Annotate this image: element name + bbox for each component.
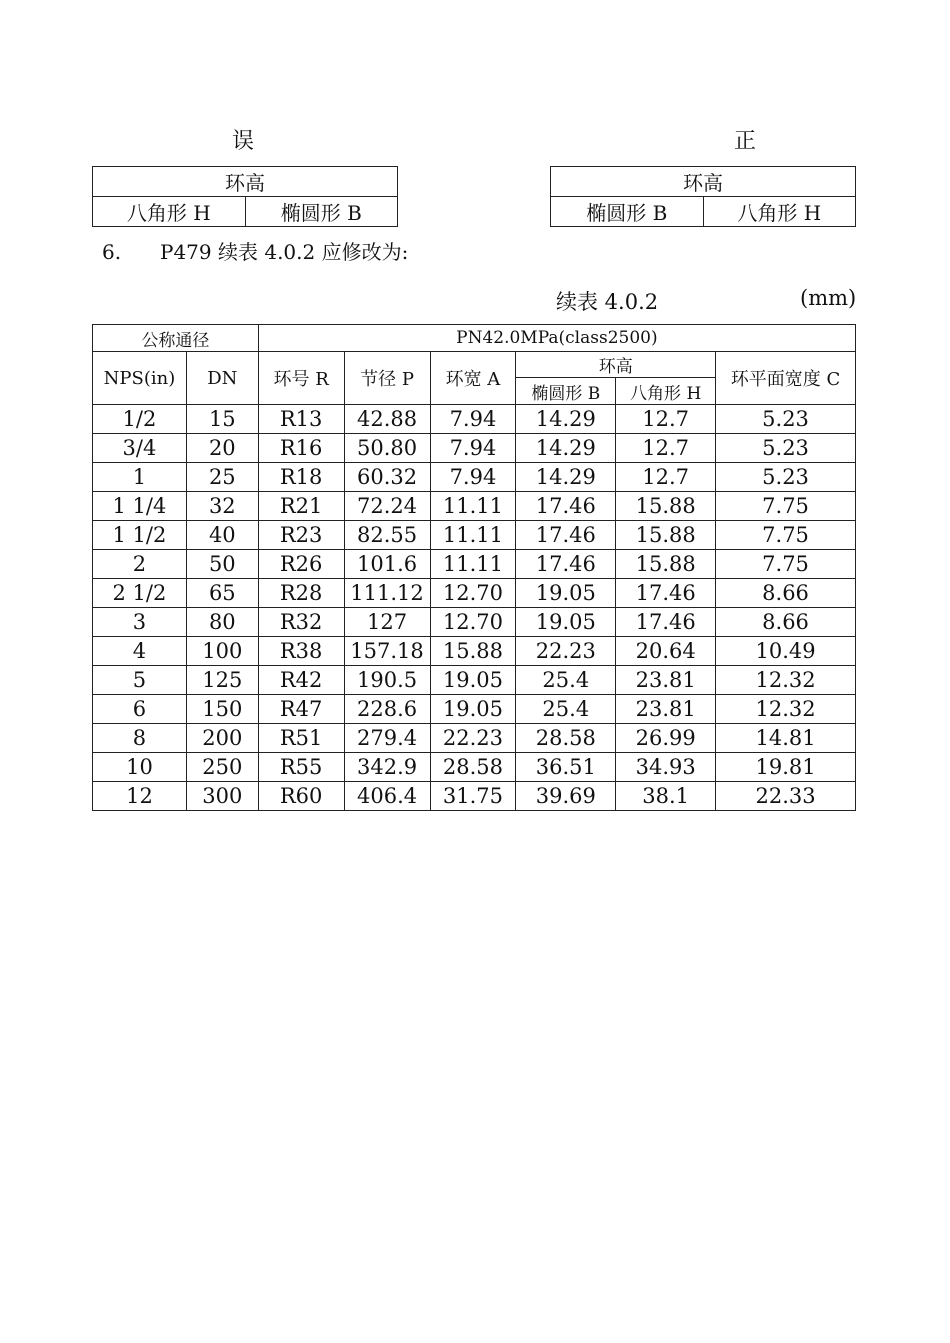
cell-pitch: 279.4 xyxy=(344,724,430,753)
cell-octagonal: 17.46 xyxy=(616,608,716,637)
table-row xyxy=(93,695,856,724)
cell-pitch: 60.32 xyxy=(344,463,430,492)
cell-ring-no: R21 xyxy=(258,492,344,521)
table-row xyxy=(93,579,856,608)
cell-octagonal: 26.99 xyxy=(616,724,716,753)
cell-flat-width: 5.23 xyxy=(716,405,856,434)
right-table xyxy=(550,166,856,227)
cell-flat-width: 5.23 xyxy=(716,463,856,492)
cell-flat-width: 19.81 xyxy=(716,753,856,782)
cell-oval: 22.23 xyxy=(516,637,616,666)
table-row xyxy=(93,666,856,695)
cell-oval: 25.4 xyxy=(516,695,616,724)
cell-dn: 200 xyxy=(186,724,258,753)
cell-oval: 14.29 xyxy=(516,463,616,492)
table-row xyxy=(93,463,856,492)
wrong-table-header: 环高 xyxy=(93,167,398,197)
cell-flat-width: 7.75 xyxy=(716,521,856,550)
cell-pitch: 406.4 xyxy=(344,782,430,811)
cell-octagonal: 34.93 xyxy=(616,753,716,782)
cell-ring-width: 11.11 xyxy=(430,521,516,550)
cell-nps: 2 1/2 xyxy=(93,579,187,608)
cell-dn: 250 xyxy=(186,753,258,782)
cell-octagonal: 12.7 xyxy=(616,463,716,492)
cell-octagonal: 20.64 xyxy=(616,637,716,666)
header-pressure: PN42.0MPa(class2500) xyxy=(258,325,855,352)
header-nominal: 公称通径 xyxy=(93,325,259,352)
cell-pitch: 190.5 xyxy=(344,666,430,695)
cell-ring-no: R42 xyxy=(258,666,344,695)
cell-nps: 1 1/4 xyxy=(93,492,187,521)
cell-ring-width: 31.75 xyxy=(430,782,516,811)
cell-ring-width: 15.88 xyxy=(430,637,516,666)
cell-flat-width: 12.32 xyxy=(716,666,856,695)
cell-flat-width: 14.81 xyxy=(716,724,856,753)
cell-octagonal: 15.88 xyxy=(616,521,716,550)
cell-octagonal: 15.88 xyxy=(616,492,716,521)
cell-nps: 8 xyxy=(93,724,187,753)
cell-oval: 19.05 xyxy=(516,608,616,637)
header-nps: NPS(in) xyxy=(93,352,187,405)
cell-nps: 5 xyxy=(93,666,187,695)
cell-dn: 65 xyxy=(186,579,258,608)
cell-pitch: 228.6 xyxy=(344,695,430,724)
cell-ring-width: 12.70 xyxy=(430,608,516,637)
header-ring-height: 环高 xyxy=(516,352,716,378)
cell-nps: 1 xyxy=(93,463,187,492)
cell-nps: 3/4 xyxy=(93,434,187,463)
cell-nps: 1 1/2 xyxy=(93,521,187,550)
cell-nps: 3 xyxy=(93,608,187,637)
cell-octagonal: 12.7 xyxy=(616,434,716,463)
cell-nps: 12 xyxy=(93,782,187,811)
cell-flat-width: 8.66 xyxy=(716,579,856,608)
cell-pitch: 342.9 xyxy=(344,753,430,782)
cell-nps: 2 xyxy=(93,550,187,579)
cell-dn: 25 xyxy=(186,463,258,492)
cell-dn: 50 xyxy=(186,550,258,579)
table-row xyxy=(93,782,856,811)
cell-ring-width: 19.05 xyxy=(430,666,516,695)
cell-ring-width: 19.05 xyxy=(430,695,516,724)
header-dn: DN xyxy=(186,352,258,405)
cell-flat-width: 8.66 xyxy=(716,608,856,637)
cell-pitch: 111.12 xyxy=(344,579,430,608)
table-row xyxy=(93,608,856,637)
cell-ring-no: R23 xyxy=(258,521,344,550)
table-unit: (mm) xyxy=(800,286,857,310)
header-ring-no: 环号 R xyxy=(258,352,344,405)
cell-oval: 14.29 xyxy=(516,405,616,434)
cell-octagonal: 38.1 xyxy=(616,782,716,811)
cell-ring-no: R51 xyxy=(258,724,344,753)
note-number: 6. xyxy=(102,240,122,264)
table-row xyxy=(93,724,856,753)
cell-oval: 36.51 xyxy=(516,753,616,782)
table-row xyxy=(93,492,856,521)
cell-dn: 100 xyxy=(186,637,258,666)
cell-nps: 10 xyxy=(93,753,187,782)
cell-flat-width: 5.23 xyxy=(716,434,856,463)
cell-octagonal: 23.81 xyxy=(616,666,716,695)
cell-octagonal: 12.7 xyxy=(616,405,716,434)
cell-pitch: 50.80 xyxy=(344,434,430,463)
table-row xyxy=(93,521,856,550)
cell-dn: 15 xyxy=(186,405,258,434)
label-wrong: 误 xyxy=(232,129,255,154)
cell-oval: 17.46 xyxy=(516,550,616,579)
table-row xyxy=(93,753,856,782)
cell-dn: 80 xyxy=(186,608,258,637)
table-row xyxy=(93,550,856,579)
cell-nps: 6 xyxy=(93,695,187,724)
cell-ring-no: R28 xyxy=(258,579,344,608)
cell-ring-width: 11.11 xyxy=(430,492,516,521)
table-row xyxy=(93,637,856,666)
cell-ring-width: 28.58 xyxy=(430,753,516,782)
cell-pitch: 82.55 xyxy=(344,521,430,550)
cell-oval: 39.69 xyxy=(516,782,616,811)
cell-ring-width: 11.11 xyxy=(430,550,516,579)
cell-flat-width: 12.32 xyxy=(716,695,856,724)
cell-oval: 14.29 xyxy=(516,434,616,463)
cell-dn: 32 xyxy=(186,492,258,521)
cell-pitch: 101.6 xyxy=(344,550,430,579)
cell-ring-width: 7.94 xyxy=(430,463,516,492)
table-row xyxy=(93,405,856,434)
cell-dn: 150 xyxy=(186,695,258,724)
cell-ring-no: R55 xyxy=(258,753,344,782)
ring-dimension-table xyxy=(92,324,856,811)
header-ring-width: 环宽 A xyxy=(430,352,516,405)
cell-flat-width: 10.49 xyxy=(716,637,856,666)
cell-pitch: 127 xyxy=(344,608,430,637)
label-right: 正 xyxy=(734,129,757,154)
cell-pitch: 72.24 xyxy=(344,492,430,521)
cell-ring-width: 7.94 xyxy=(430,434,516,463)
correction-note xyxy=(102,236,408,265)
cell-pitch: 42.88 xyxy=(344,405,430,434)
header-flat-width: 环平面宽度 C xyxy=(716,352,856,405)
wrong-table-col1: 八角形 H xyxy=(93,197,246,227)
cell-ring-no: R32 xyxy=(258,608,344,637)
table-row xyxy=(93,434,856,463)
cell-oval: 19.05 xyxy=(516,579,616,608)
cell-flat-width: 22.33 xyxy=(716,782,856,811)
cell-octagonal: 23.81 xyxy=(616,695,716,724)
cell-oval: 17.46 xyxy=(516,492,616,521)
cell-ring-no: R47 xyxy=(258,695,344,724)
cell-ring-no: R16 xyxy=(258,434,344,463)
cell-dn: 300 xyxy=(186,782,258,811)
cell-dn: 125 xyxy=(186,666,258,695)
header-oval: 椭圆形 B xyxy=(516,378,616,405)
cell-dn: 40 xyxy=(186,521,258,550)
cell-ring-width: 7.94 xyxy=(430,405,516,434)
right-table-col1: 椭圆形 B xyxy=(551,197,704,227)
note-text: P479 续表 4.0.2 应修改为: xyxy=(160,240,409,264)
cell-flat-width: 7.75 xyxy=(716,492,856,521)
cell-octagonal: 17.46 xyxy=(616,579,716,608)
cell-ring-width: 22.23 xyxy=(430,724,516,753)
cell-dn: 20 xyxy=(186,434,258,463)
cell-pitch: 157.18 xyxy=(344,637,430,666)
header-octagonal: 八角形 H xyxy=(616,378,716,405)
table-caption: 续表 4.0.2 xyxy=(556,290,659,314)
cell-octagonal: 15.88 xyxy=(616,550,716,579)
cell-ring-no: R60 xyxy=(258,782,344,811)
cell-nps: 4 xyxy=(93,637,187,666)
cell-ring-no: R18 xyxy=(258,463,344,492)
wrong-table xyxy=(92,166,398,227)
cell-ring-no: R26 xyxy=(258,550,344,579)
right-table-header: 环高 xyxy=(551,167,856,197)
cell-oval: 17.46 xyxy=(516,521,616,550)
right-table-col2: 八角形 H xyxy=(703,197,856,227)
cell-oval: 28.58 xyxy=(516,724,616,753)
wrong-table-col2: 椭圆形 B xyxy=(245,197,398,227)
cell-flat-width: 7.75 xyxy=(716,550,856,579)
cell-nps: 1/2 xyxy=(93,405,187,434)
cell-ring-no: R38 xyxy=(258,637,344,666)
cell-oval: 25.4 xyxy=(516,666,616,695)
cell-ring-no: R13 xyxy=(258,405,344,434)
cell-ring-width: 12.70 xyxy=(430,579,516,608)
header-pitch: 节径 P xyxy=(344,352,430,405)
